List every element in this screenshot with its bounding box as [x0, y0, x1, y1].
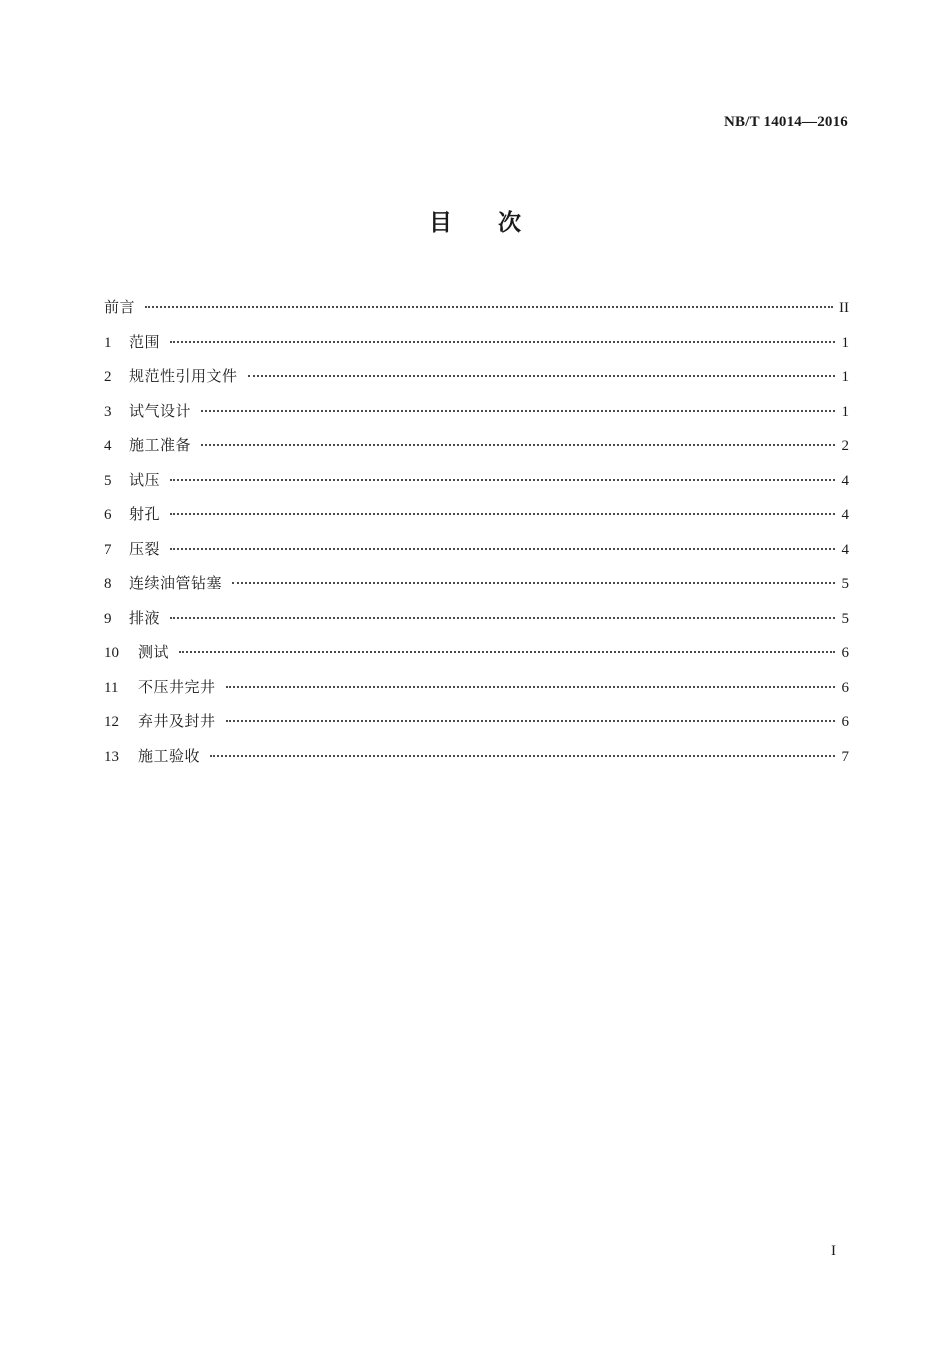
toc-dot-leader: [179, 651, 835, 653]
toc-item-number: 7: [104, 541, 112, 558]
toc-item-page: 1: [841, 334, 849, 351]
toc-item-label: 试气设计: [129, 401, 192, 420]
toc-item-number: 10: [104, 645, 119, 661]
toc-item-label: 测试: [138, 643, 170, 661]
toc-item-8[interactable]: [104, 572, 849, 607]
toc-item-number: 9: [104, 610, 112, 627]
toc-item-label: 前言: [104, 298, 136, 316]
toc-item-number: 12: [104, 714, 119, 730]
toc-dot-leader: [201, 444, 835, 446]
toc-dot-leader: [170, 513, 835, 515]
toc-item-page: 5: [841, 576, 849, 592]
toc-item-page: 2: [841, 438, 849, 454]
toc-item-page: II: [839, 300, 849, 316]
toc-item-13[interactable]: [104, 745, 849, 780]
toc-item-page: 4: [841, 507, 849, 523]
toc-item-label: 排液: [129, 608, 161, 627]
toc-item-page: 4: [841, 472, 849, 489]
standard-code: NB/T 14014—2016: [724, 114, 848, 130]
toc-dot-leader: [170, 548, 835, 550]
toc-item-5[interactable]: [104, 469, 849, 504]
toc-dot-leader: [170, 341, 835, 343]
toc-item-label: 试压: [129, 470, 161, 489]
toc-dot-leader: [248, 375, 835, 377]
toc-dot-leader: [145, 306, 833, 308]
toc-item-page: 4: [841, 541, 849, 558]
toc-item-page: 7: [841, 748, 849, 765]
toc-item-number: 3: [104, 403, 112, 420]
table-of-contents: [104, 296, 849, 779]
toc-item-10[interactable]: [104, 641, 849, 676]
toc-item-4[interactable]: [104, 434, 849, 469]
toc-dot-leader: [210, 755, 835, 757]
toc-item-label: 压裂: [129, 539, 161, 558]
page-title: 目次: [429, 210, 567, 236]
toc-item-6[interactable]: [104, 503, 849, 538]
toc-item-label: 施工验收: [138, 746, 201, 765]
toc-item-7[interactable]: [104, 538, 849, 573]
toc-dot-leader: [232, 582, 835, 584]
toc-item-label: 连续油管钻塞: [129, 574, 223, 592]
toc-dot-leader: [201, 410, 835, 412]
toc-item-label: 范围: [129, 332, 161, 351]
toc-item-12[interactable]: [104, 710, 849, 745]
toc-item-label: 弃井及封井: [138, 712, 216, 730]
toc-item-label: 射孔: [129, 505, 161, 523]
toc-item-number: 2: [104, 369, 112, 385]
toc-item-11[interactable]: [104, 676, 849, 711]
toc-item-page: 6: [841, 714, 849, 730]
toc-item-page: 1: [841, 369, 849, 385]
toc-item-number: 11: [104, 679, 119, 696]
toc-item-number: 6: [104, 507, 112, 523]
toc-item-label: 不压井完井: [138, 677, 216, 696]
toc-dot-leader: [170, 617, 835, 619]
toc-dot-leader: [226, 720, 835, 722]
toc-item-9[interactable]: [104, 607, 849, 642]
toc-item-label: 施工准备: [129, 436, 192, 454]
toc-item-number: 13: [104, 748, 119, 765]
toc-item-page: 1: [841, 403, 849, 420]
toc-item-label: 规范性引用文件: [129, 367, 238, 385]
toc-dot-leader: [170, 479, 835, 481]
toc-item-page: 6: [841, 645, 849, 661]
toc-item-1[interactable]: [104, 331, 849, 366]
toc-dot-leader: [226, 686, 835, 688]
toc-item-number: 8: [104, 576, 112, 592]
toc-item-page: 5: [841, 610, 849, 627]
toc-item-3[interactable]: [104, 400, 849, 435]
toc-item-number: 1: [104, 334, 112, 351]
toc-item-foreword[interactable]: [104, 296, 849, 331]
page-number: I: [831, 1243, 836, 1259]
toc-item-page: 6: [841, 679, 849, 696]
toc-item-2[interactable]: [104, 365, 849, 400]
toc-item-number: 4: [104, 438, 112, 454]
toc-item-number: 5: [104, 472, 112, 489]
